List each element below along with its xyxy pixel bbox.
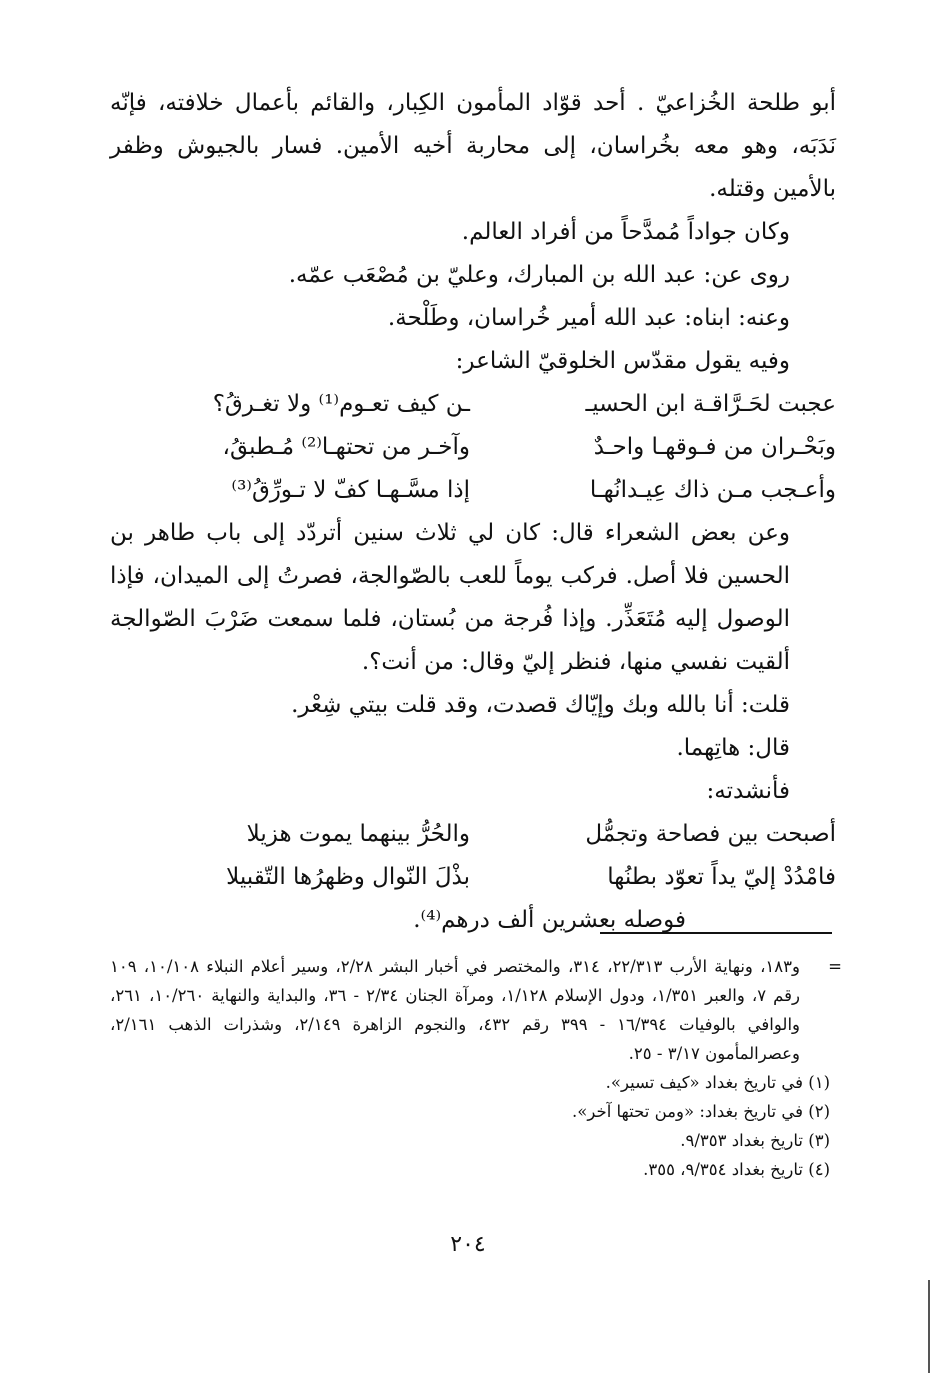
verse-line: [110, 856, 836, 899]
verse-line: [110, 426, 836, 469]
footnote-item: (٢) في تاريخ بغداد: «ومن تحتها آخر».: [572, 1102, 830, 1121]
main-text: [110, 82, 836, 942]
verse-first-hemistich: وأعـجب مـن ذاك عِيـدانُهـا: [589, 477, 836, 503]
continuation-mark: =: [828, 957, 842, 976]
verse-second-hemistich: بذْلَ النّوال وظهرُها التّقبيلا: [226, 864, 470, 890]
verse-first-hemistich: عجبت لحَـرَّاقـة ابن الحسيـ: [585, 391, 836, 417]
poem-1: [110, 383, 836, 512]
poem-2: [110, 813, 836, 899]
biography-paragraph: أبو طلحة الخُزاعيّ . أحد قوّاد المأمون الكِبار، والقائم بأعمال خلافته، فإنّه نَدَبَه، وهو معه بخُراسان، إلى محاربة أخيه الأمين. فسار بالجيوش وظفر بالأمين وقتله.: [110, 90, 836, 202]
recited-line: فأنشدته:: [706, 778, 790, 804]
footnote-item: (٣) تاريخ بغداد ٩/٣٥٣.: [680, 1131, 830, 1150]
footnote-continued: [110, 952, 842, 1068]
footnote-item: (١) في تاريخ بغداد «كيف تسير».: [605, 1073, 830, 1092]
verse-line: [110, 813, 836, 856]
verse-line: [110, 383, 836, 426]
reward-line: فوصله بعشرين ألف درهم⁽⁴⁾.: [413, 907, 686, 933]
footnote-continued-text: و١٨٣، ونهاية الأرب ٢٢/٣١٣، ٣١٤، والمختصر في أخبار البشر ٢/٢٨، وسير أعلام النبلاء ١٠/١٠٨، ١٠٩ رقم ٧، والعبر ١/٣٥١، ودول الإسلام ١/١٢٨، ومرآة الجنان ٢/٣٤ - ٣٦، والبداية والنهاية ١٠/٢٦٠، ٢٦١، والوافي بالوفيات ١٦/٣٩٤ - ٣٩٩ رقم ٤٣٢، والنجوم الزاهرة ٢/١٤٩، وشذرات الذهب ٢/١٦١، وعصرالمأمون ٣/١٧ - ٢٥.: [110, 957, 800, 1063]
footnote-item: (٤) تاريخ بغداد ٩/٣٥٤، ٣٥٥.: [643, 1160, 830, 1179]
generosity-line: وكان جواداً مُمدَّحاً من أفراد العالم.: [461, 219, 790, 245]
verse-second-hemistich: والحُرُّ بينهما يموت هزيلا: [246, 821, 470, 847]
verse-first-hemistich: وبَحْـران من فـوقهـا واحـدٌ: [593, 434, 836, 460]
verse-second-hemistich: وآخـر من تحتهـا⁽²⁾ مُـطبقُ،: [222, 434, 470, 460]
verse-second-hemistich: ـن كيف تعـوم⁽¹⁾ ولا تغـرقُ؟: [212, 391, 470, 417]
narrated-from-line: روى عن: عبد الله بن المبارك، وعليّ بن مُصْعَب عمّه.: [288, 262, 790, 288]
page-number: ٢٠٤: [450, 1232, 486, 1257]
verse-first-hemistich: فامْدُدْ إليّ يداً تعوّد بطنُها: [607, 864, 836, 890]
verse-line: [110, 469, 836, 512]
narrators-line: وعنه: ابناه: عبد الله أمير خُراسان، وطَلْحة.: [387, 305, 790, 331]
verse-first-hemistich: أصبحت بين فصاحة وتجمُّل: [585, 821, 836, 847]
scan-edge-line: [928, 1280, 930, 1373]
verse-second-hemistich: إذا مسَّـهـا كفّ لا تـورِّقُ⁽³⁾: [231, 477, 470, 503]
dialogue-line: قلت: أنا بالله وبك وإيّاك قصدت، وقد قلت بيتي شِعْر.: [291, 692, 790, 718]
story-paragraph: وعن بعض الشعراء قال: كان لي ثلاث سنين أتردّد إلى باب طاهر بن الحسين فلا أصل. فركب يوماً للعب بالصّوالجة، فصرتُ إلى الميدان، فإذا الوصول إليه مُتَعَذِّر. وإذا فُرجة من بُستان، فلما سمعت ضَرْبَ الصّوالجة ألقيت نفسي منها، فنظر إليّ وقال: من أنت؟.: [110, 520, 790, 675]
footnotes: [110, 952, 842, 1184]
footnote-separator: [600, 932, 832, 934]
dialogue-line: قال: هاتِهما.: [676, 735, 790, 761]
poet-intro-line: وفيه يقول مقدّس الخلوقيّ الشاعر:: [455, 348, 790, 374]
